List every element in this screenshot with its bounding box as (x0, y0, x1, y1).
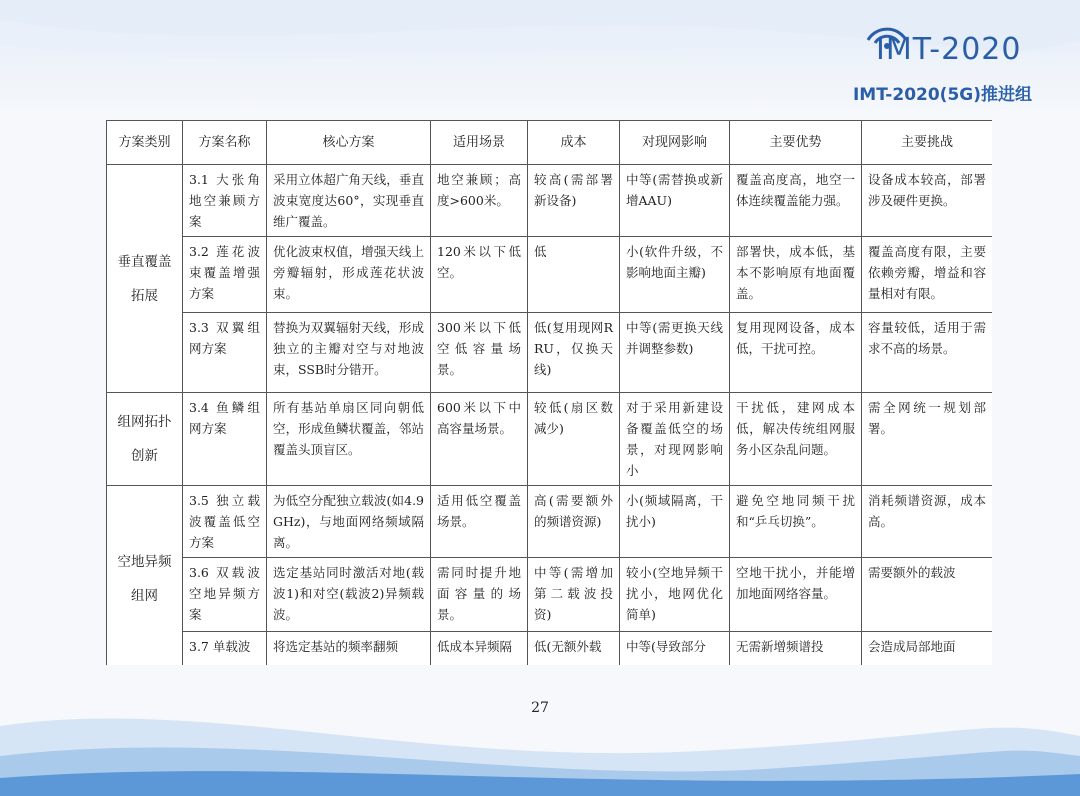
table-cell: 低(复用现网RRU，仅换天线) (528, 313, 620, 393)
table-cell: 600米以下中高容量场景。 (431, 393, 528, 486)
page-number: 27 (531, 700, 549, 716)
table-cell: 覆盖高度高，地空一体连续覆盖能力强。 (730, 165, 862, 237)
table-cell: 复用现网设备，成本低，干扰可控。 (730, 313, 862, 393)
footer-wave-graphic (0, 656, 1080, 796)
table-cell: 对于采用新建设备覆盖低空的场景，对现网影响小 (620, 393, 730, 486)
table-cell: 覆盖高度有限，主要依赖旁瓣，增益和容量相对有限。 (862, 237, 993, 313)
table-cell: 会造成局部地面 (862, 632, 993, 666)
header-advantages: 主要优势 (730, 121, 862, 165)
table-cell: 300米以下低空低容量场景。 (431, 313, 528, 393)
table-cell: 低(无额外载 (528, 632, 620, 666)
table-cell: 中等(需替换或新增AAU) (620, 165, 730, 237)
table-row (107, 237, 993, 313)
table-cell: 将选定基站的频率翻频 (267, 632, 431, 666)
category-cell: 垂直覆盖拓展 (107, 165, 183, 393)
category-cell: 组网拓扑创新 (107, 393, 183, 486)
table-cell: 选定基站同时激活对地(载波1)和对空(载波2)异频载波。 (267, 558, 431, 632)
header-scheme-name: 方案名称 (183, 121, 267, 165)
table-cell: 无需新增频谱投 (730, 632, 862, 666)
table-cell: 小(频域隔离，干扰小) (620, 486, 730, 558)
imt2020-logo (860, 18, 1040, 78)
table-cell: 3.5 独立载波覆盖低空方案 (183, 486, 267, 558)
table-cell: 地空兼顾；高度>600米。 (431, 165, 528, 237)
table-row (107, 558, 993, 632)
table-cell: 需全网统一规划部署。 (862, 393, 993, 486)
table-header-row (107, 121, 993, 165)
category-cell: 空地异频组网 (107, 486, 183, 666)
table-cell: 120米以下低空。 (431, 237, 528, 313)
table-cell: 3.7 单载波 (183, 632, 267, 666)
table-cell: 较低(扇区数减少) (528, 393, 620, 486)
table-cell: 3.6 双载波空地异频方案 (183, 558, 267, 632)
table-cell: 替换为双翼辐射天线，形成独立的主瓣对空与对地波束，SSB时分错开。 (267, 313, 431, 393)
table-cell: 部署快，成本低，基本不影响原有地面覆盖。 (730, 237, 862, 313)
table-cell: 低 (528, 237, 620, 313)
table-cell: 中等(导致部分 (620, 632, 730, 666)
table-cell: 采用立体超广角天线，垂直波束宽度达60°，实现垂直维广覆盖。 (267, 165, 431, 237)
table-cell: 优化波束权值，增强天线上旁瓣辐射，形成莲花状波束。 (267, 237, 431, 313)
header-core-scheme: 核心方案 (267, 121, 431, 165)
table-cell: 3.1 大张角地空兼顾方案 (183, 165, 267, 237)
scheme-comparison-table (106, 120, 992, 665)
table-row (107, 165, 993, 237)
header-scenario: 适用场景 (431, 121, 528, 165)
table-cell: 所有基站单扇区同向朝低空，形成鱼鳞状覆盖，邻站覆盖头顶盲区。 (267, 393, 431, 486)
table-row (107, 393, 993, 486)
table-cell: 小(软件升级，不影响地面主瓣) (620, 237, 730, 313)
logo-text: IMT-2020 (876, 32, 1022, 67)
table-cell: 3.4 鱼鳞组网方案 (183, 393, 267, 486)
table-cell: 低成本异频隔 (431, 632, 528, 666)
table-cell: 中等(需增加第二载波投资) (528, 558, 620, 632)
table-cell: 容量较低，适用于需求不高的场景。 (862, 313, 993, 393)
footer-wave (0, 656, 1080, 796)
table-row (107, 486, 993, 558)
table-cell: 干扰低，建网成本低，解决传统组网服务小区杂乱问题。 (730, 393, 862, 486)
table-cell: 空地干扰小，并能增加地面网络容量。 (730, 558, 862, 632)
table-cell: 3.2 莲花波束覆盖增强方案 (183, 237, 267, 313)
header-challenges: 主要挑战 (862, 121, 993, 165)
table-cell: 需同时提升地面容量的场景。 (431, 558, 528, 632)
table-cell: 较小(空地异频干扰小，地网优化简单) (620, 558, 730, 632)
page-subtitle: IMT-2020(5G)推进组 (852, 85, 1032, 105)
table-cell: 较高(需部署新设备) (528, 165, 620, 237)
header-category: 方案类别 (107, 121, 183, 165)
table-cell: 适用低空覆盖场景。 (431, 486, 528, 558)
table-row (107, 313, 993, 393)
table-cell: 中等(需更换天线并调整参数) (620, 313, 730, 393)
table-cell: 设备成本较高，部署涉及硬件更换。 (862, 165, 993, 237)
table-cell: 避免空地同频干扰和“乒乓切换”。 (730, 486, 862, 558)
table-cell: 消耗频谱资源，成本高。 (862, 486, 993, 558)
table-cell: 高(需要额外的频谱资源) (528, 486, 620, 558)
table-cell: 需要额外的载波 (862, 558, 993, 632)
header-network-impact: 对现网影响 (620, 121, 730, 165)
header-cost: 成本 (528, 121, 620, 165)
table-cell: 3.3 双翼组网方案 (183, 313, 267, 393)
table-cell: 为低空分配独立载波(如4.9GHz)，与地面网络频域隔离。 (267, 486, 431, 558)
